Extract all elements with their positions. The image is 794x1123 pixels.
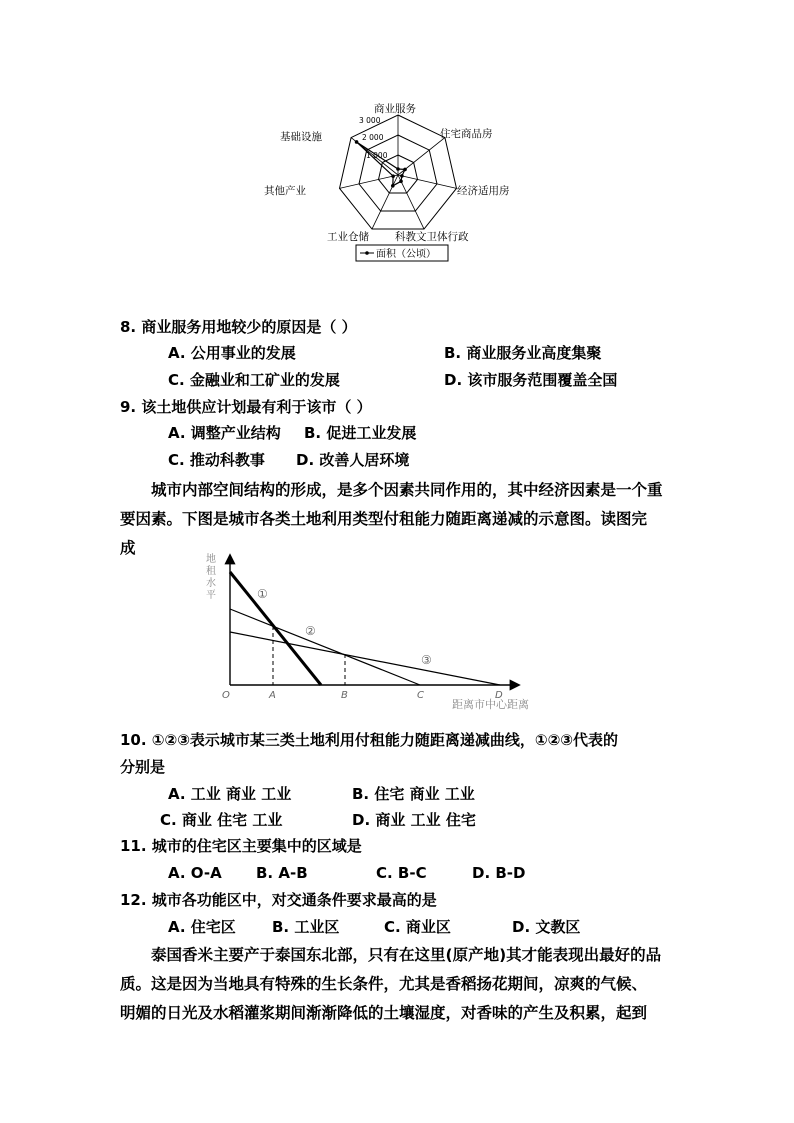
- passage-2-line-3: 明媚的日光及水稻灌浆期间渐渐降低的土壤湿度，对香味的产生及积累，起到: [120, 1004, 648, 1022]
- q8-option-b[interactable]: B. 商业服务业高度集聚: [444, 344, 602, 362]
- radar-axis-6: [340, 175, 398, 188]
- q8-option-d[interactable]: D. 该市服务范围覆盖全国: [444, 371, 618, 389]
- radar-axis-4: [398, 175, 424, 229]
- radar-axis-5: [372, 175, 398, 229]
- q8-option-a[interactable]: A. 公用事业的发展: [168, 344, 296, 362]
- q12-option-d[interactable]: D. 文教区: [512, 918, 581, 936]
- y-axis-label-4: 平: [206, 590, 216, 601]
- q10-option-c[interactable]: C. 商业 住宅 工业: [160, 811, 283, 829]
- q11-option-b[interactable]: B. A-B: [256, 864, 308, 882]
- bid-rent-diagram: [200, 548, 590, 713]
- q9-stem: 9. 该土地供应计划最有利于该市（ ）: [120, 398, 372, 416]
- curve-label-3: ③: [421, 653, 432, 667]
- x-axis-label: 距离市中心距离: [452, 698, 529, 711]
- passage-1-line-3: 成: [120, 539, 136, 557]
- q10-option-d[interactable]: D. 商业 工业 住宅: [352, 811, 476, 829]
- radar-point-5: [391, 184, 395, 188]
- q10-stem-line-2: 分别是: [120, 758, 166, 776]
- q11-stem: 11. 城市的住宅区主要集中的区域是: [120, 837, 362, 855]
- radar-point-6: [391, 174, 395, 178]
- curve-2: [230, 609, 420, 685]
- q11-option-a[interactable]: A. O-A: [168, 864, 222, 882]
- curve-label-2: ②: [305, 624, 316, 638]
- radar-point-3: [400, 174, 404, 178]
- q11-option-c[interactable]: C. B-C: [376, 864, 427, 882]
- radar-tick-1000: 1 000: [366, 151, 388, 160]
- q12-option-c[interactable]: C. 商业区: [384, 918, 451, 936]
- radar-legend: [356, 245, 448, 261]
- curve-3: [230, 632, 500, 685]
- q10-option-a[interactable]: A. 工业 商业 工业: [168, 785, 292, 803]
- radar-tick-2000: 2 000: [362, 133, 384, 142]
- y-axis-label-2: 租: [206, 566, 216, 577]
- q8-option-c[interactable]: C. 金融业和工矿业的发展: [168, 371, 340, 389]
- radar-tick-3000: 3 000: [359, 116, 381, 125]
- bid-rent-curves: [230, 572, 500, 685]
- radar-chart: [250, 95, 550, 265]
- radar-label-commercial: 商业服务: [374, 103, 416, 115]
- radar-label-housing: 住宅商品房: [440, 128, 493, 140]
- radar-label-industry: 工业仓储: [327, 231, 369, 243]
- passage-1-line-1: 城市内部空间结构的形成，是多个因素共同作用的，其中经济因素是一个重: [151, 481, 663, 499]
- q11-option-d[interactable]: D. B-D: [472, 864, 526, 882]
- q8-stem: 8. 商业服务用地较少的原因是（ ）: [120, 318, 357, 336]
- passage-2-line-1: 泰国香米主要产于泰国东北部，只有在这里(原产地)其才能表现出最好的品: [151, 946, 662, 964]
- q12-option-a[interactable]: A. 住宅区: [168, 918, 236, 936]
- point-b: B: [341, 690, 348, 701]
- y-axis-label-1: 地: [206, 554, 216, 565]
- q9-option-b[interactable]: B. 促进工业发展: [304, 424, 417, 442]
- radar-legend-label: 面积（公顷）: [376, 249, 436, 260]
- radar-point-1: [396, 167, 400, 171]
- radar-label-infrastructure: 基础设施: [280, 131, 322, 143]
- q12-option-b[interactable]: B. 工业区: [272, 918, 340, 936]
- q10-stem-line-1: 10. ①②③表示城市某三类土地利用付租能力随距离递减曲线，①②③代表的: [120, 731, 618, 749]
- q9-option-d[interactable]: D. 改善人居环境: [296, 451, 410, 469]
- radar-label-public-services: 科教文卫体行政: [395, 231, 469, 243]
- y-axis-label-3: 水: [206, 578, 216, 589]
- radar-label-affordable: 经济适用房: [457, 185, 510, 197]
- radar-label-other: 其他产业: [264, 185, 306, 197]
- curve-label-1: ①: [257, 587, 268, 601]
- passage-2-line-2: 质。这是因为当地具有特殊的生长条件，尤其是香稻扬花期间，凉爽的气候、: [120, 975, 648, 993]
- q9-option-c[interactable]: C. 推动科教事: [168, 451, 265, 469]
- radar-axis-3: [398, 175, 456, 188]
- radar-point-2: [403, 168, 407, 172]
- q10-option-b[interactable]: B. 住宅 商业 工业: [352, 785, 475, 803]
- passage-2: [120, 941, 680, 1028]
- q12-stem: 12. 城市各功能区中，对交通条件要求最高的是: [120, 891, 437, 909]
- passage-1-line-2: 要因素。下图是城市各类土地利用类型付租能力随距离递减的示意图。读图完: [120, 510, 648, 528]
- radar-point-7: [355, 140, 359, 144]
- q9-option-a[interactable]: A. 调整产业结构: [168, 424, 281, 442]
- radar-axes: [340, 115, 457, 229]
- point-o: O: [222, 690, 230, 701]
- radar-point-4: [399, 180, 403, 184]
- point-a: A: [269, 690, 276, 701]
- point-d: D: [495, 690, 503, 701]
- point-c: C: [417, 690, 424, 701]
